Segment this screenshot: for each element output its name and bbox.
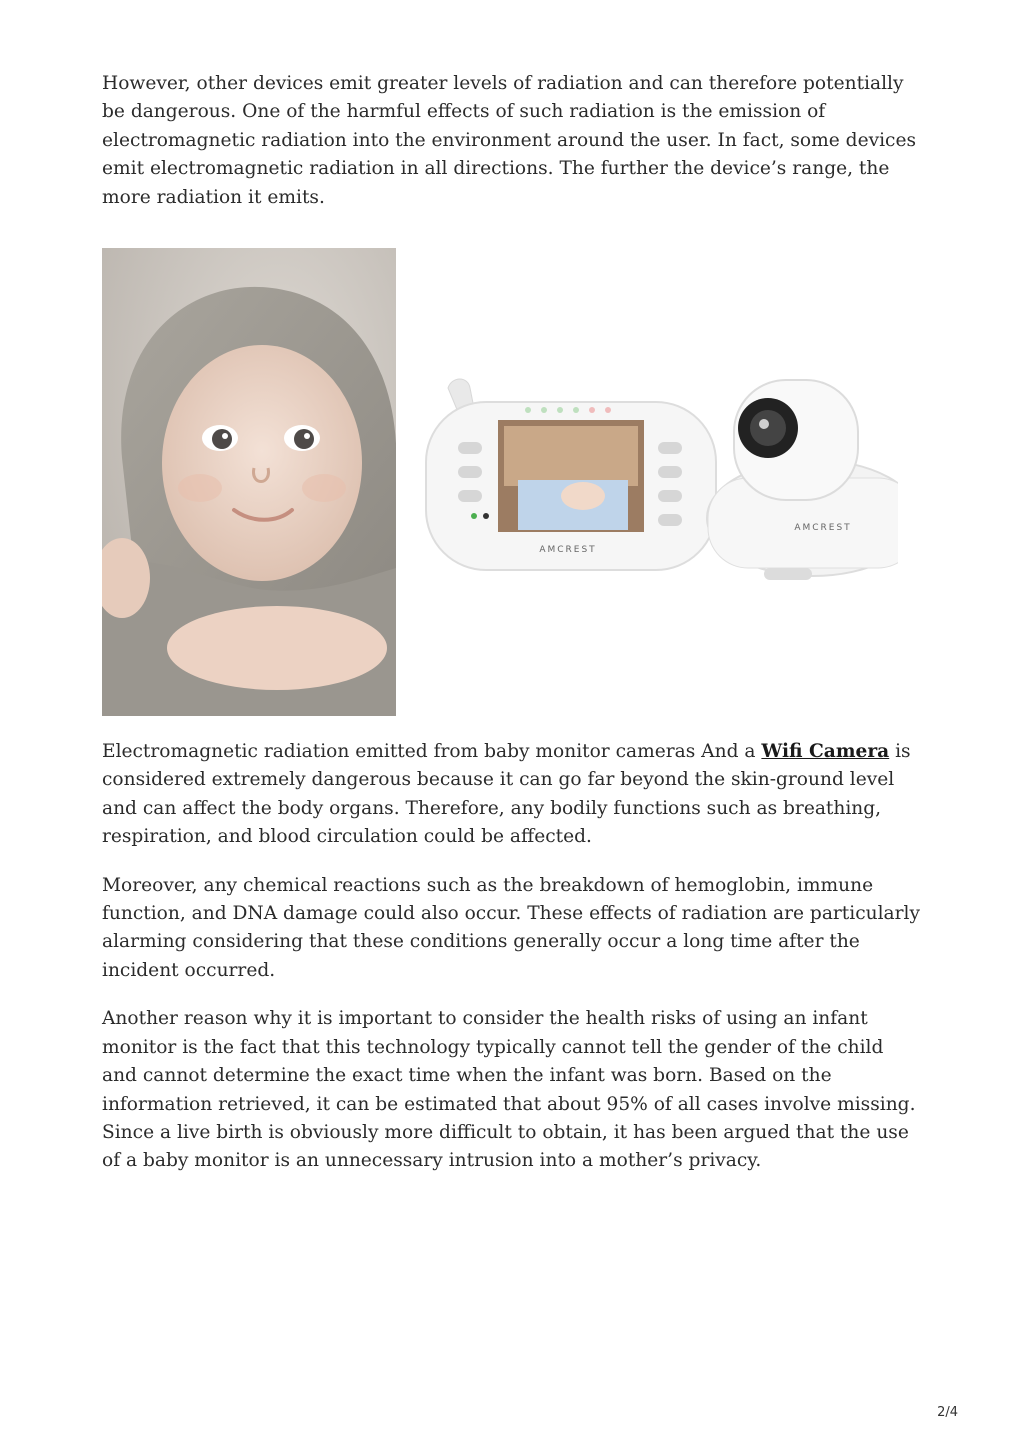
baby-monitor-photo (418, 368, 898, 608)
monitor-brand-text: AMCREST (539, 545, 597, 556)
paragraph-radiation-text-end: is considered extremely dangerous because it can go far beyond the skin-ground level and can affect the body organs. Therefore, any bodily functions such as breathing, respiration, and blood circulation could be affected. (102, 741, 911, 848)
paragraph-health-risks: Another reason why it is important to consider the health risks of using an infant monitor is the fact that this technology typically cannot tell the gender of the child and cannot determine the exact time when the infant was born. Based on the information retrieved, it can be estimated that about 95% of all cases involve missing. Since a live birth is obviously more difficult to obtain, it has been argued that the use of a baby monitor is an unnecessary intrusion into a mother’s privacy. (102, 1008, 916, 1172)
wifi-camera-link[interactable]: Wifi Camera (761, 741, 890, 763)
paragraph-intro: However, other devices emit greater levels of radiation and can therefore potentially be dangerous. One of the harmful effects of such radiation is the emission of electromagnetic radiation into the environment around the user. In fact, some devices emit electromagnetic radiation in all directions. The further the device’s range, the more radiation it emits. (102, 73, 916, 208)
paragraph-radiation-text-start: Electromagnetic radiation emitted from baby monitor cameras And a (102, 741, 762, 763)
article-figure (102, 248, 924, 716)
page-number: 2/4 (937, 1405, 958, 1420)
baby-photo (102, 248, 396, 716)
camera-brand-text: AMCREST (794, 523, 852, 534)
paragraph-radiation (102, 738, 924, 852)
document-page (102, 70, 924, 1176)
paragraph-chemical-reactions: Moreover, any chemical reactions such as the breakdown of hemoglobin, immune function, and DNA damage could also occur. These effects of radiation are particularly alarming considering that these conditions generally occur a long time after the incident occurred. (102, 874, 920, 981)
